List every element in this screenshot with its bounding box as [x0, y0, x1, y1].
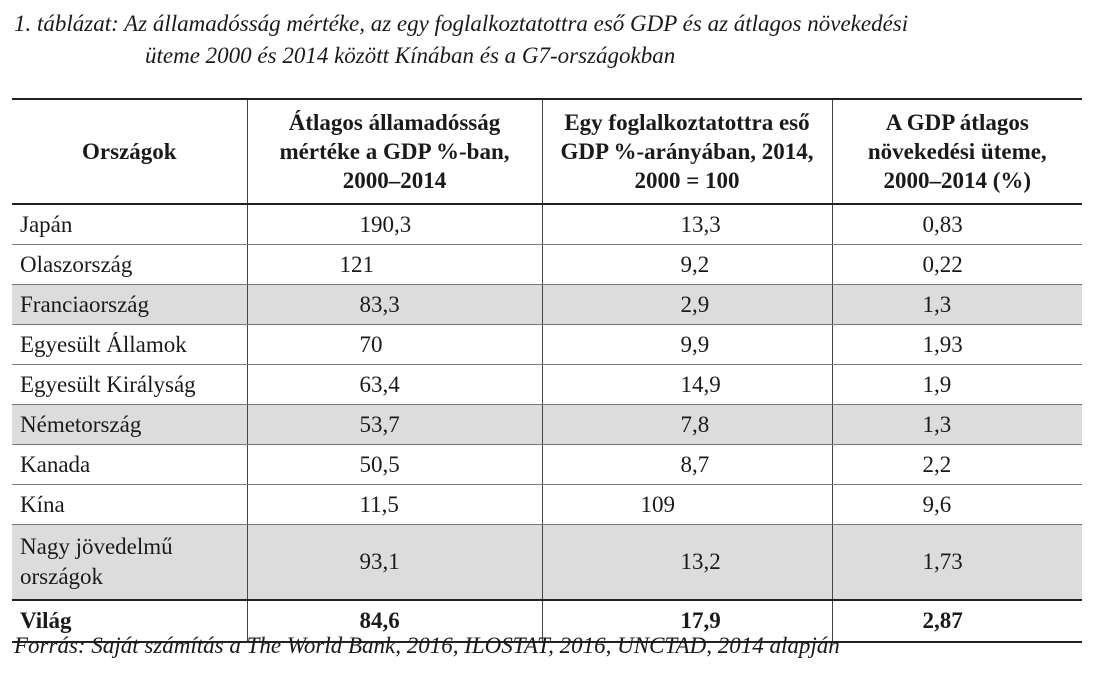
cell-growth: 0,22: [832, 245, 1082, 285]
cell-debt: 50,5: [247, 445, 542, 485]
table-row: [12, 204, 1082, 245]
table-header-row: [12, 99, 1082, 204]
cell-growth: 2,2: [832, 445, 1082, 485]
cell-debt: 63,4: [247, 365, 542, 405]
table-row: [12, 365, 1082, 405]
cell-growth: 2,87: [832, 600, 1082, 642]
cell-debt: 53,7: [247, 405, 542, 445]
cell-debt: 121: [247, 245, 542, 285]
caption-line-2: üteme 2000 és 2014 között Kínában és a G7-országokban: [145, 43, 676, 68]
table-row: [12, 485, 1082, 525]
table-row: [12, 445, 1082, 485]
cell-country: Japán: [12, 204, 247, 245]
cell-country: Németország: [12, 405, 247, 445]
table-row: [12, 245, 1082, 285]
table-row: [12, 285, 1082, 325]
cell-gdp-per-worker: 7,8: [542, 405, 832, 445]
cell-gdp-per-worker: 17,9: [542, 600, 832, 642]
cell-country: Olaszország: [12, 245, 247, 285]
header-gdp-per-worker: Egy foglalkoztatottra eső GDP %-arányában, 2014, 2000 = 100: [542, 99, 832, 204]
cell-debt: 190,3: [247, 204, 542, 245]
cell-country: Egyesült Államok: [12, 325, 247, 365]
cell-growth: 9,6: [832, 485, 1082, 525]
cell-country: Kína: [12, 485, 247, 525]
cell-country: Egyesült Királyság: [12, 365, 247, 405]
header-growth: A GDP átlagos növekedési üteme, 2000–2014 (%): [832, 99, 1082, 204]
caption-line-1: 1. táblázat: Az államadósság mértéke, az egy foglalkoztatottra eső GDP és az átlagos növekedési: [14, 11, 909, 36]
table-row: [12, 525, 1082, 601]
cell-debt: 11,5: [247, 485, 542, 525]
cell-debt: 83,3: [247, 285, 542, 325]
table-caption: [14, 8, 1084, 72]
cell-gdp-per-worker: 8,7: [542, 445, 832, 485]
cell-gdp-per-worker: 13,3: [542, 204, 832, 245]
table-row: [12, 325, 1082, 365]
data-table: [12, 98, 1082, 643]
cell-growth: 1,93: [832, 325, 1082, 365]
cell-country: Kanada: [12, 445, 247, 485]
header-countries: Országok: [12, 99, 247, 204]
source-note: Forrás: Saját számítás a The World Bank, 2016, ILOSTAT, 2016, UNCTAD, 2014 alapján: [14, 633, 840, 658]
cell-gdp-per-worker: 9,2: [542, 245, 832, 285]
cell-growth: 1,3: [832, 405, 1082, 445]
cell-debt: 70: [247, 325, 542, 365]
cell-gdp-per-worker: 109: [542, 485, 832, 525]
cell-gdp-per-worker: 9,9: [542, 325, 832, 365]
cell-country: Nagy jövedelmű országok: [12, 525, 247, 601]
cell-growth: 1,9: [832, 365, 1082, 405]
cell-growth: 1,73: [832, 525, 1082, 601]
header-debt: Átlagos államadósság mértéke a GDP %-ban, 2000–2014: [247, 99, 542, 204]
table-row: [12, 405, 1082, 445]
cell-growth: 1,3: [832, 285, 1082, 325]
cell-country: Világ: [12, 600, 247, 642]
cell-growth: 0,83: [832, 204, 1082, 245]
cell-country: Franciaország: [12, 285, 247, 325]
cell-debt: 93,1: [247, 525, 542, 601]
cell-gdp-per-worker: 14,9: [542, 365, 832, 405]
cell-gdp-per-worker: 2,9: [542, 285, 832, 325]
cell-debt: 84,6: [247, 600, 542, 642]
cell-gdp-per-worker: 13,2: [542, 525, 832, 601]
